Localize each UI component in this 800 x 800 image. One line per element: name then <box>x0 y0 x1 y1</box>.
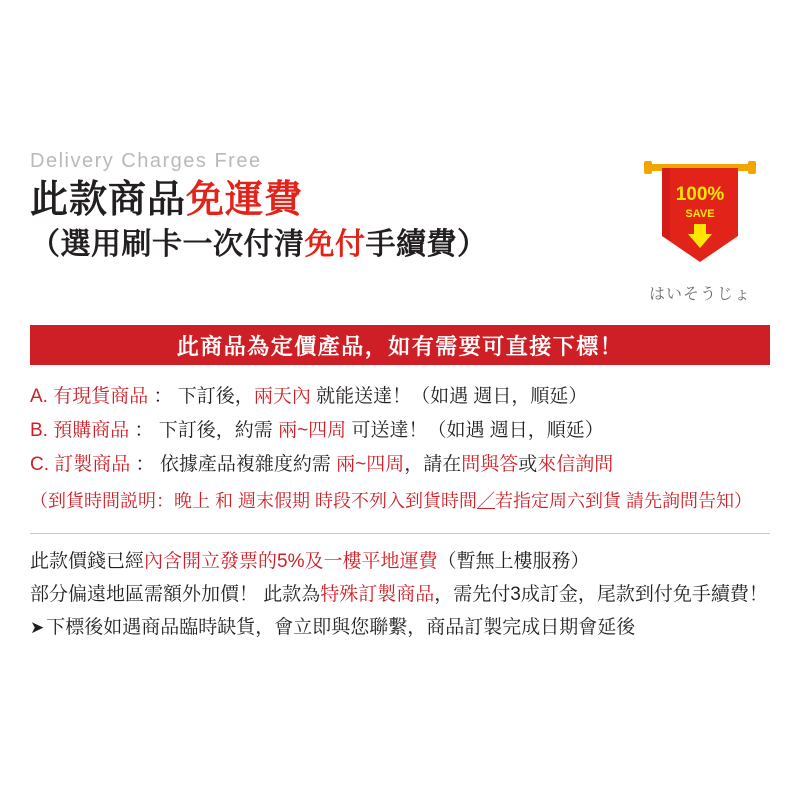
note-text-2: （暫無上樓服務） <box>437 551 590 572</box>
condition-sep: ： <box>148 386 178 407</box>
condition-emph-1: 兩天內 <box>253 386 311 407</box>
svg-text:SAVE: SAVE <box>685 208 715 220</box>
list-item <box>30 414 770 448</box>
note-text-1: 下標後如遇商品臨時缺貨，會立即與您聯繫，商品訂製完成日期會延後 <box>46 617 636 638</box>
condition-sep: ： <box>129 420 159 441</box>
condition-body-2: ，請在 <box>404 454 462 475</box>
page-title-highlight: 免運費 <box>186 179 304 221</box>
condition-body-2: 可送達！（如遇 週日，順延） <box>346 420 604 441</box>
ribbon-banner-icon <box>640 150 760 275</box>
notice-banner <box>30 325 770 365</box>
delivery-time-note <box>30 484 770 518</box>
note-highlight-1: 內含開立發票的5%及一樓平地運費 <box>144 551 438 572</box>
conditions-list <box>30 380 770 518</box>
condition-emph-3: 來信詢問 <box>537 454 614 475</box>
svg-text:100%: 100% <box>675 184 725 205</box>
page-subtitle <box>30 227 610 263</box>
condition-body-3: 或 <box>518 454 538 475</box>
page-subtitle-pre: （選用刷卡一次付清 <box>30 227 305 261</box>
page-title-plain: 此款商品 <box>30 179 187 221</box>
condition-emph-2: 問與答 <box>461 454 519 475</box>
condition-emph-1: 兩~四周 <box>278 420 347 441</box>
condition-label: B. 預購商品 <box>30 420 130 441</box>
header-block <box>30 150 610 263</box>
note-text-2: ，需先付3成訂金，尾款到付免手續費！ <box>434 584 768 605</box>
condition-body-2: 就能送達！（如遇 週日，順延） <box>310 386 588 407</box>
page-title <box>30 179 610 223</box>
condition-label: C. 訂製商品 <box>30 454 131 475</box>
note-text-1: 部分偏遠地區需額外加價！ 此款為 <box>30 584 321 605</box>
condition-body-1: 下訂後，約需 <box>158 420 279 441</box>
list-item <box>30 545 770 578</box>
divider <box>30 533 770 534</box>
condition-sep: ： <box>130 454 160 475</box>
delivery-time-note-part1: （到貨時間説明：晚上 和 週末假期 時段不列入到貨時間 <box>30 491 478 511</box>
note-highlight-1: 特殊訂製商品 <box>320 584 435 605</box>
page-subtitle-post: 手續費） <box>365 227 488 261</box>
list-item <box>30 611 770 644</box>
badge-caption: はいそうじょ <box>648 286 751 303</box>
condition-body-1: 下訂後， <box>177 386 254 407</box>
list-item <box>30 448 770 482</box>
savings-badge <box>630 150 770 304</box>
note-text-1: 此款價錢已經 <box>30 551 145 572</box>
list-item <box>30 380 770 414</box>
delivery-time-note-underline: ／ <box>477 491 496 511</box>
arrow-right-icon: ➤ <box>30 618 45 637</box>
page-subtitle-highlight: 免付 <box>304 227 366 261</box>
list-item <box>30 578 770 611</box>
condition-emph-1: 兩~四周 <box>336 454 405 475</box>
delivery-time-note-part2: 若指定周六到貨 請先詢問告知） <box>495 491 753 511</box>
condition-body-1: 依據產品複雜度約需 <box>159 454 337 475</box>
notice-banner-text: 此商品為定價產品，如有需要可直接下標！ <box>176 333 624 359</box>
footer-notes <box>30 545 770 644</box>
english-tagline: Delivery Charges Free <box>30 150 262 172</box>
condition-label: A. 有現貨商品 <box>30 386 149 407</box>
